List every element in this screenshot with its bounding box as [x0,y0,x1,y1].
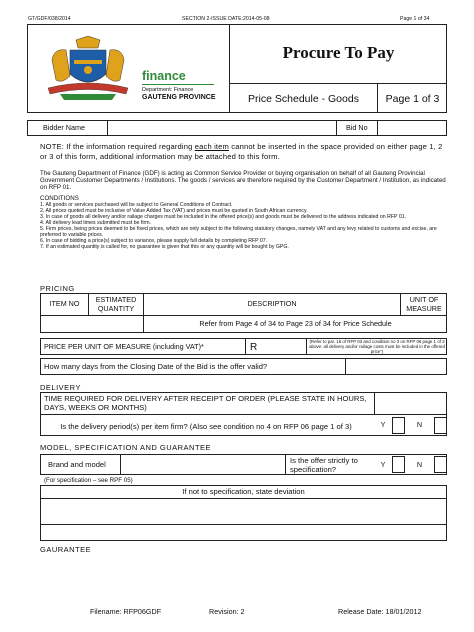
footer-release-date: Release Date: 18/01/2012 [338,607,422,616]
validity-days-input[interactable] [345,358,447,375]
price-note: (Refer to par. 16 of RFP 03 and condition no 3 on RFP 06 page 1 of 3 above: all delivery and/or railage costs must be included in the offered price") [309,339,445,354]
delivery-no-label: N [416,420,423,430]
spec-yes-checkbox[interactable] [392,456,405,473]
col-unit-of-measure: UNIT OF MEASURE [406,295,442,313]
specification-note: (For specification – see RPF 05) [44,477,133,484]
document-ref: GT/GDF/038/2014 [28,16,71,22]
bid-no-label: Bid No [346,123,368,133]
price-per-unit-label: PRICE PER UNIT OF MEASURE (including VAT)* [44,341,204,351]
condition-item: 5. Firm prices, being prices deemed to be fixed prices, which are only subject to the following statutory changes, namely VAT and any levy related to customs and excise, are preferred to variable prices. [40,226,437,238]
currency-symbol: R [250,341,258,353]
condition-item: 4. All delivery lead times submitted must be firm. [40,220,151,226]
conditions-heading: CONDITIONS [40,195,79,202]
conditions-list [40,202,452,250]
gauteng-coat-of-arms-logo [40,36,140,106]
specification-question: Is the offer strictly to specification? [290,456,358,474]
deviation-label: If not to specification, state deviation [182,486,305,496]
condition-item: 1. All goods or services purchased will be subject to General Conditions of Contract. [40,202,233,208]
delivery-firm-question: Is the delivery period(s) per item firm? (Also see condition no 4 on RFP 06 page 1 of 3) [60,421,352,431]
document-title: Procure To Pay [282,43,395,62]
col-estimated-quantity: ESTIMATED QUANTITY [95,295,137,313]
condition-item: 7. If an estimated quantity is called for, no guarantee is given that this or any quantity will be bought by GPG. [40,244,289,250]
spec-no-checkbox[interactable] [434,456,447,473]
spec-no-label: N [416,459,423,469]
brand-model-label: Brand and model [48,459,106,469]
model-heading: MODEL, SPECIFICATION AND GUARANTEE [40,443,212,452]
price-schedule-reference: Refer from Page 4 of 34 to Page 23 of 34 for Price Schedule [199,319,392,329]
delivery-time-input[interactable] [374,392,447,415]
note-text: NOTE: If the information required regarding each item cannot be inserted in the space provided on either page 1, 2 or 3 of this form, additional information may be attached to this form. [40,142,443,161]
delivery-yes-checkbox[interactable] [392,417,405,434]
bidder-name-input[interactable] [107,120,337,136]
col-item-no: ITEM NO [49,299,80,309]
condition-item: 3. In case of goods all delivery and/or railage charges must be included in the offered price(s) and goods must be delivered to the address indicated on RFP 01. [40,214,407,220]
intro-paragraph: The Gauteng Department of Finance (GDF) is acting as Common Service Provider or buying organisation on behalf of all Gauteng Provincial Government Customer Departments / Institutions. The goods / services are therefore required by the Customer Department / Institution, as indicated on RFP 01. [40,170,446,191]
condition-item: 2. All prices quoted must be inclusive of Value Added Tax (VAT) and prices must be quoted in South African currency. [40,208,308,214]
delivery-no-checkbox[interactable] [434,417,447,434]
bidder-name-label: Bidder Name [43,123,85,133]
deviation-row-divider [40,524,447,525]
department-label: Department: Finance [142,87,194,93]
title-page-number: Page 1 of 3 [385,92,440,105]
section-issue-date: SECTION 2-ISSUE DATE:2014-05-08 [182,16,270,22]
finance-brand: finance [142,69,186,83]
deviation-input[interactable] [41,499,446,524]
validity-question: How many days from the Closing Date of the Bid is the offer valid? [44,361,268,371]
schedule-title: Price Schedule - Goods [248,92,359,105]
delivery-heading: DELIVERY [40,383,81,392]
province-label: GAUTENG PROVINCE [142,94,216,101]
guarantee-heading: GAURANTEE [40,545,92,554]
delivery-time-question: TIME REQUIRED FOR DELIVERY AFTER RECEIPT OF ORDER (PLEASE STATE IN HOURS, DAYS, WEEKS OR MONTHS) [44,394,367,412]
brand-model-input[interactable] [120,454,286,475]
spec-yes-label: Y [380,459,386,469]
brand-rule [142,84,214,85]
page-number: Page 1 of 34 [400,16,430,22]
footer-filename: Filename: RFP06GDF [90,607,162,616]
col-description: DESCRIPTION [247,299,297,309]
delivery-yes-label: Y [380,420,386,430]
pricing-heading: PRICING [40,284,75,293]
footer-revision: Revision: 2 [209,607,245,616]
bid-no-input[interactable] [377,120,447,136]
condition-item: 6. In case of bidding a price(s) subject to variance, please supply full details by completing RFP 07. [40,238,268,244]
